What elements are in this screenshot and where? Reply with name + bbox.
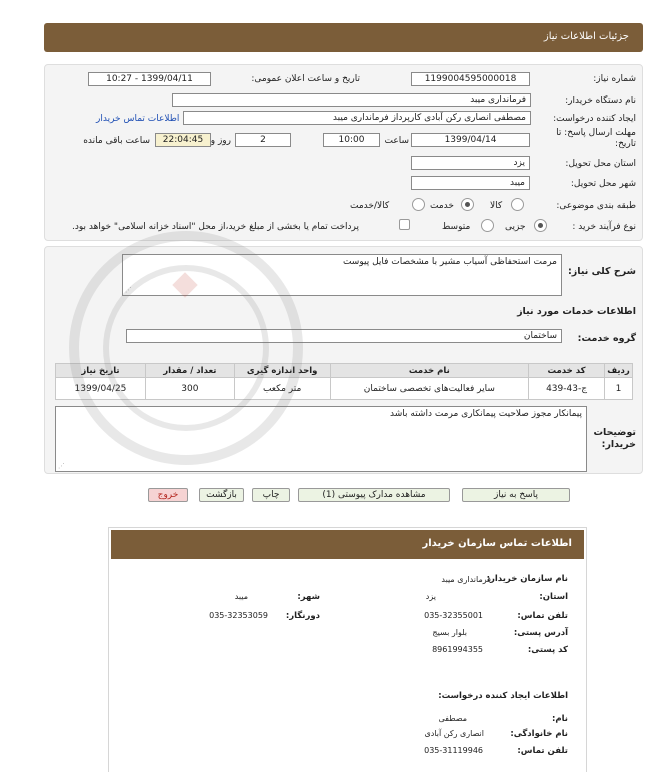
buyer-notes-textarea [55, 406, 587, 472]
table-header-row [56, 364, 633, 378]
col-service-code: کد خدمت [529, 364, 605, 378]
purchase-type-label: نوع فرآیند خرید : [572, 222, 636, 232]
buyer-contact-link[interactable]: اطلاعات تماس خریدار [96, 114, 180, 124]
postal-value: 8961994355 [432, 645, 483, 654]
category-radio-goods-service[interactable] [412, 198, 425, 211]
creator-section-title: اطلاعات ایجاد کننده درخواست: [438, 691, 568, 701]
cell-quantity: 300 [145, 378, 234, 400]
print-button[interactable]: چاپ [252, 488, 290, 502]
category-radio-goods[interactable] [511, 198, 524, 211]
purchase-radio-minor[interactable] [534, 219, 547, 232]
creator-family-value: انصاری رکن آبادی [424, 729, 484, 738]
remaining-time-field: 22:04:45 [155, 133, 211, 147]
address-label: آدرس پستی: [513, 628, 568, 638]
summary-text: مرمت استحفاظی آسیاب مشیر با مشخصات فایل پیوست [342, 257, 557, 267]
deadline-date-field: 1399/04/14 [411, 133, 530, 147]
requester-field: مصطفی انصاری رکن آبادی کارپرداز فرمانداری میبد [183, 111, 531, 125]
col-quantity: تعداد / مقدار [145, 364, 234, 378]
cell-row: 1 [605, 378, 633, 400]
attachments-button[interactable]: مشاهده مدارک پیوستی (1) [298, 488, 450, 502]
resize-grip-icon[interactable]: ⋰ [58, 462, 65, 470]
exit-button[interactable]: خروج [148, 488, 188, 502]
cell-service-name: سایر فعالیت‌های تخصصی ساختمان [330, 378, 529, 400]
buyer-notes-label: توضیحات خریدار: [593, 427, 636, 450]
fax-label: دورنگار: [285, 611, 320, 621]
buyer-contact-card [108, 527, 587, 772]
col-unit: واحد اندازه گیری [234, 364, 330, 378]
need-number-field: 1199004595000018 [411, 72, 530, 86]
purchase-radio-medium[interactable] [481, 219, 494, 232]
treasury-checkbox[interactable] [399, 219, 410, 230]
creator-phone-label: تلفن تماس: [517, 746, 568, 756]
service-group-label: گروه خدمت: [577, 333, 636, 344]
announce-datetime-field: 1399/04/11 - 10:27 [88, 72, 211, 86]
col-need-date: تاریخ نیاز [56, 364, 146, 378]
creator-family-label: نام خانوادگی: [510, 729, 568, 739]
buyer-org-label: نام دستگاه خریدار: [565, 96, 636, 106]
deadline-time-label: ساعت [384, 136, 409, 146]
city-value: میبد [234, 592, 248, 601]
contact-card-header [111, 530, 584, 559]
remaining-time-label: ساعت باقی مانده [83, 136, 150, 146]
back-button[interactable]: بازگشت [199, 488, 244, 502]
col-service-name: نام خدمت [330, 364, 529, 378]
service-group-field: ساختمان [126, 329, 562, 343]
org-value: فرمانداری میبد [441, 575, 491, 584]
cell-service-code: ج-43-439 [529, 378, 605, 400]
creator-name-label: نام: [551, 714, 568, 724]
summary-label: شرح کلی نیاز: [567, 266, 636, 277]
need-number-label: شماره نیاز: [593, 74, 636, 84]
category-option-goods-service: کالا/خدمت [350, 201, 390, 211]
page-title: جزئیات اطلاعات نیاز [543, 31, 629, 42]
province-label: استان محل تحویل: [565, 159, 636, 169]
contact-card-title: اطلاعات تماس سازمان خریدار [422, 538, 572, 549]
deadline-label: مهلت ارسال پاسخ: تا تاریخ: [556, 128, 636, 149]
deadline-days-field: 2 [235, 133, 291, 147]
purchase-option-medium: متوسط [442, 222, 471, 232]
col-row: ردیف [605, 364, 633, 378]
purchase-option-minor: جزیی [505, 222, 526, 232]
phone-value: 035-32355001 [424, 611, 483, 620]
treasury-note: پرداخت تمام یا بخشی از مبلغ خرید،از محل "اسناد خزانه اسلامی" خواهد بود. [72, 222, 360, 232]
category-radio-service[interactable] [461, 198, 474, 211]
address-value: بلوار بسیج [432, 628, 467, 637]
requester-label: ایجاد کننده درخواست: [553, 114, 636, 124]
summary-textarea [122, 254, 562, 296]
fax-value: 035-32353059 [209, 611, 268, 620]
province-label: استان: [539, 592, 568, 602]
postal-label: کد پستی: [527, 645, 568, 655]
services-section-title: اطلاعات خدمات مورد نیاز [517, 306, 636, 317]
cell-need-date: 1399/04/25 [56, 378, 146, 400]
category-option-service: خدمت [430, 201, 454, 211]
buyer-org-field: فرمانداری میبد [172, 93, 531, 107]
deadline-days-label: روز و [210, 136, 231, 146]
buyer-notes-text: پیمانکار مجوز صلاحیت پیمانکاری مرمت داشته باشد [390, 409, 582, 419]
city-label: شهر: [297, 592, 320, 602]
phone-label: تلفن تماس: [517, 611, 568, 621]
org-label: نام سازمان خریدار: [486, 574, 568, 584]
deadline-time-field: 10:00 [323, 133, 380, 147]
city-field: میبد [411, 176, 530, 190]
category-option-goods: کالا [490, 201, 503, 211]
province-value: یزد [425, 592, 436, 601]
services-table [55, 363, 633, 400]
reply-button[interactable]: پاسخ به نیاز [462, 488, 570, 502]
resize-grip-icon[interactable]: ⋰ [125, 286, 132, 294]
need-info-panel [44, 64, 643, 241]
category-label: طبقه بندی موضوعی: [556, 201, 636, 211]
creator-name-value: مصطفی [438, 714, 467, 723]
announce-datetime-label: تاریخ و ساعت اعلان عمومی: [251, 74, 360, 84]
cell-unit: متر مکعب [234, 378, 330, 400]
province-field: یزد [411, 156, 530, 170]
city-label: شهر محل تحویل: [570, 179, 636, 189]
creator-phone-value: 035-31119946 [424, 746, 483, 755]
page-header [44, 23, 643, 52]
table-row [56, 378, 633, 400]
